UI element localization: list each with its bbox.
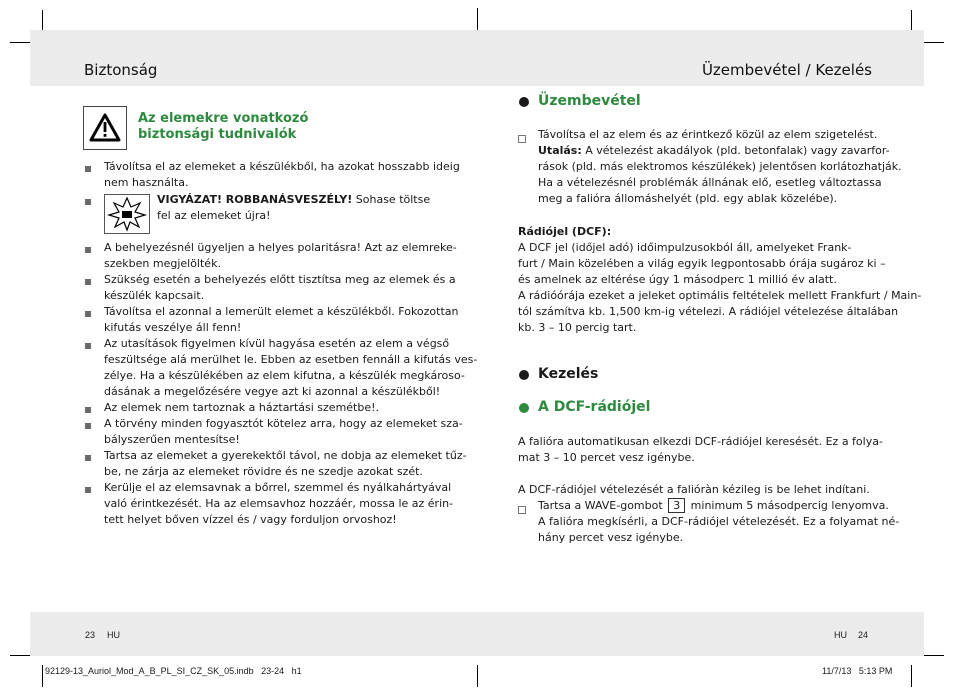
header-right-title: Üzembevétel / Kezelés	[701, 61, 872, 79]
section-title-kezeles: Kezelés	[538, 366, 599, 382]
bullet-text-7: Az elemek nem tartoznak a háztartási szemétbe!.	[104, 401, 380, 414]
bullet-icon	[85, 247, 91, 253]
header-left-title: Biztonság	[84, 61, 158, 79]
bullet-icon	[85, 166, 91, 172]
lang-left: HU	[107, 630, 120, 640]
checkbox-icon	[518, 506, 526, 514]
warning-triangle-icon	[83, 106, 127, 150]
bullet-icon	[85, 487, 91, 493]
dcf-auto-search: A falióra automatikusan elkezdi DCF-rádiójel keresését. Ez a folya- mat 3 – 10 percet vesz igénybe.	[518, 435, 883, 464]
section-dot-icon	[519, 97, 529, 107]
bullet-text-2: VIGYÁZAT! ROBBANÁSVESZÉLY! Sohase töltse fel az elemeket újra!	[157, 193, 431, 222]
bullet-icon	[85, 311, 91, 317]
explosion-warning: VIGYÁZAT! ROBBANÁSVESZÉLY!	[157, 193, 353, 206]
bullet-icon	[85, 343, 91, 349]
setup-instructions: Távolítsa el az elem és az érintkező közül az elem szigetelést. Utalás: A vételezést akadályok (pld. betonfalak) vagy zavarfor- rások (pld. más elektromos készülékek) jelentősen korlátozhatják. Ha a vételezésnél problémák állnának elő, esetleg változtassa meg a falióra állomáshelyét (pld. egy ablak közelébe).	[538, 128, 902, 205]
bullet-icon	[85, 423, 91, 429]
page-number-right: 24	[858, 630, 869, 640]
bullet-text-9: Tartsa az elemeket a gyerekektől távol, ne dobja az elemeket tűz- be, ne zárja az elemeket rövidre és ne szedje azokat szét.	[104, 449, 467, 478]
explosion-icon	[104, 194, 150, 234]
print-file-info: 92129-13_Auriol_Mod_A_B_PL_SI_CZ_SK_05.indb 23-24 h1	[45, 666, 302, 676]
manual-step: Tartsa a WAVE-gombot 3 minimum 5 másodpercig lenyomva. A falióra megkísérli, a DCF-rádiójel vételezését. Ez a folyamat né- hány percet vesz igénybe.	[538, 499, 900, 544]
lang-right: HU	[834, 630, 847, 640]
bullet-text-1: Távolítsa el az elemeket a készülékből, ha azokat hosszabb ideig nem használta.	[104, 160, 460, 189]
bullet-text-4: Szükség esetén a behelyezés előtt tisztítsa meg az elemek és a készülék kapcsait.	[104, 273, 456, 302]
bullet-icon	[85, 199, 91, 205]
section-dot-icon	[519, 370, 529, 380]
bullet-text-10: Kerülje el az elemsavnak a bőrrel, szemmel és nyálkahártyával való érintkezését. Ha az elemsavhoz hozzáér, mossa le az érin- tett helyet bőven vízzel és / vagy forduljon orvoshoz!	[104, 481, 454, 526]
section-title-dcf-radiojel: A DCF-rádiójel	[538, 399, 651, 415]
warning-title: Az elemekre vonatkozó biztonsági tudnivalók	[138, 111, 309, 142]
bullet-icon	[85, 407, 91, 413]
page-number-left: 23	[85, 630, 96, 640]
subsection-dot-icon	[519, 403, 529, 413]
dcf-description: A DCF jel (időjel adó) időimpulzusokból áll, amelyeket Frank- furt / Main közelében a világ egyik legpontosabb órája sugároz ki – és amelnek az eltérése úgy 1 másodperc 1 millió év alatt. A rádióórája ezeket a jeleket optimális feltételek mellett Frankfurt / Main- tól számítva kb. 1,500 km-ig vételezi. A rádiójel vételezése általában kb. 3 – 10 percig tart.	[518, 241, 922, 334]
footer-band-left	[30, 612, 478, 656]
dcf-manual-start: A DCF-rádiójel vételezését a falióràn kézileg is be lehet indítani.	[518, 483, 870, 496]
print-timestamp: 11/7/13 5:13 PM	[822, 666, 893, 676]
bullet-icon	[85, 279, 91, 285]
section-title-uzembevetel: Üzembevétel	[538, 93, 641, 109]
note-label: Utalás:	[538, 144, 582, 157]
checkbox-icon	[518, 135, 526, 143]
wave-button-ref: 3	[668, 498, 685, 513]
bullet-text-3: A behelyezésnél ügyeljen a helyes polaritásra! Azt az elemreke- szekben megjelölték.	[104, 241, 457, 270]
bullet-text-5: Távolítsa el azonnal a lemerült elemet a készülékből. Fokozottan kifutás veszélye áll fenn!	[104, 305, 459, 334]
bullet-text-6: Az utasítások figyelmen kívül hagyása esetén az elem a végső feszültsége alá merülhet le. Ebben az esetben fennáll a kifutás ves- zélye. Ha a készülékében az elem kifutna, a készülék megkároso- dásának a megelőzésére vegye azt ki azonnal a készülékből!	[104, 337, 478, 398]
bullet-text-8: A törvény minden fogyasztót kötelez arra, hogy az elemeket sza- bályszerűen mentesítse!	[104, 417, 463, 446]
dcf-title: Rádiójel (DCF):	[518, 225, 612, 238]
bullet-icon	[85, 455, 91, 461]
